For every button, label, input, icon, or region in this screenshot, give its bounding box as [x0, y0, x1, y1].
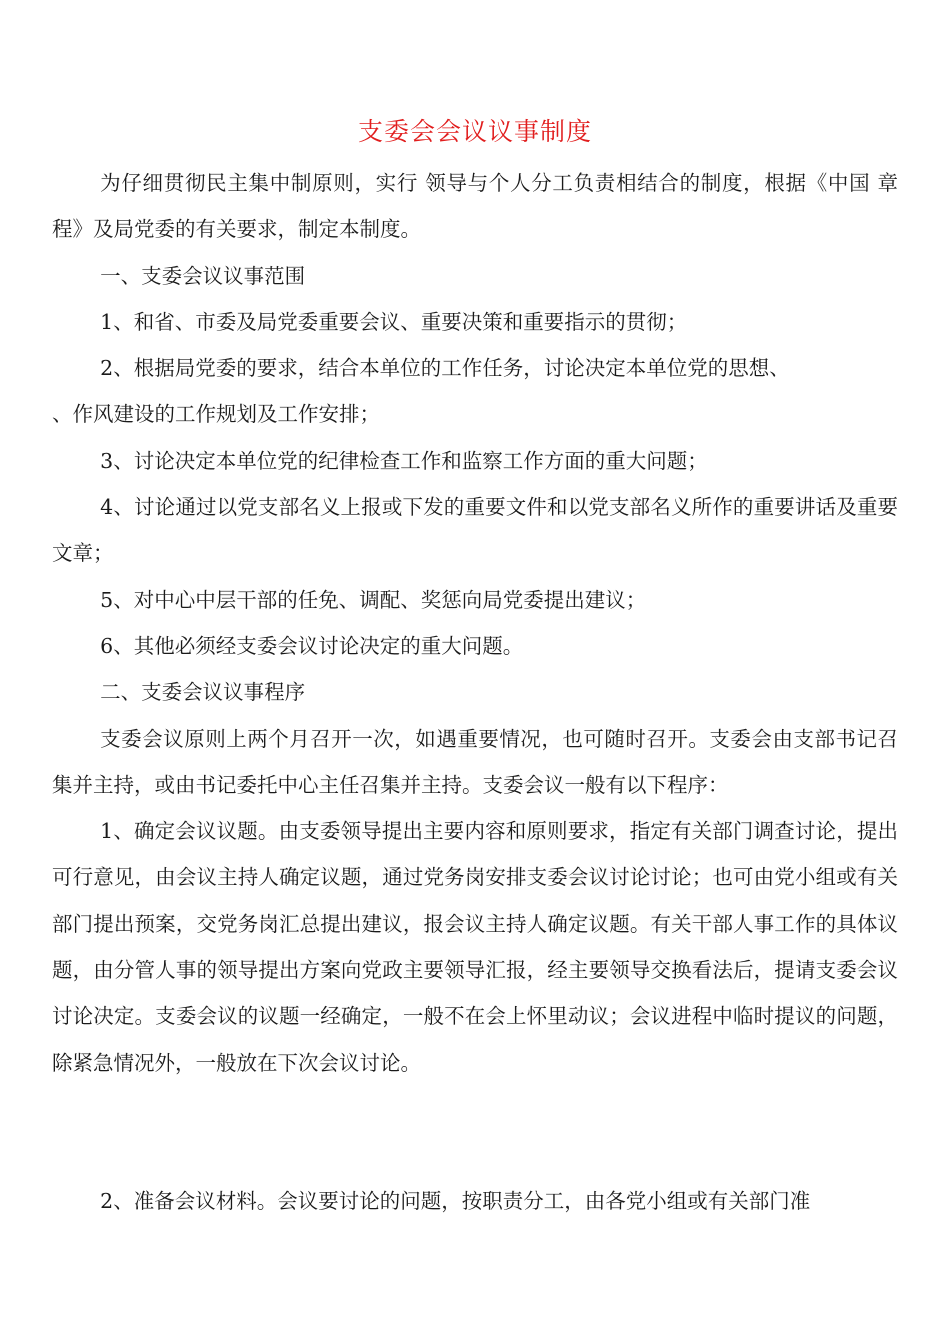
scope-item-2: 2、根据局党委的要求，结合本单位的工作任务，讨论决定本单位党的思想、	[100, 356, 790, 381]
procedure-step-1: 1、确定会议议题。由支委领导提出主要内容和原则要求，指定有关部门调查讨论，提出可行意见，由会议主持人确定议题，通过党务岗安排支委会议讨论讨论；也可由党小组或有关部门提出预案，交党务岗汇总提出建议，报会议主持人确定议题。有关干部人事工作的具体议题，由分管人事的领导提出方案向党政主要领导汇报，经主要领导交换看法后，提请支委会议 讨论决定。支委会议的议题一经确定，一般不在会上怀里动议；会议进程中临时提议的问题，除紧急情况外，一般放在下次会议讨论。	[52, 819, 898, 1075]
scope-item-2-continued: 、作风建设的工作规划及工作安排；	[52, 402, 380, 427]
document-body	[52, 160, 898, 1224]
procedure-step-2: 2、准备会议材料。会议要讨论的问题，按职责分工，由各党小组或有关部门准	[100, 1188, 811, 1213]
document-title: 支委会会议议事制度	[357, 117, 592, 146]
scope-item-6: 6、其他必须经支委会议讨论决定的重大问题。	[100, 633, 524, 658]
section-heading-scope: 一、支委会议议事范围	[100, 263, 306, 288]
section-heading-procedure: 二、支委会议议事程序	[100, 680, 306, 705]
scope-item-3: 3、讨论决定本单位党的纪律检查工作和监察工作方面的重大问题；	[100, 448, 708, 473]
scope-item-4: 4、讨论通过以党支部名义上报或下发的重要文件和以党支部名义所作的重要讲话及重要文章；	[52, 495, 898, 566]
scope-item-5: 5、对中心中层干部的任免、调配、奖惩向局党委提出建议；	[100, 587, 647, 612]
paragraph-procedure-intro: 支委会议原则上两个月召开一次，如遇重要情况，也可随时召开。支委会由支部书记召集并主持，或由书记委托中心主任召集并主持。支委会议一般有以下程序：	[52, 726, 898, 797]
scope-item-1: 1、和省、市委及局党委重要会议、重要决策和重要指示的贯彻；	[100, 309, 688, 334]
paragraph-intro: 为仔细贯彻民主集中制原则，实行 领导与个人分工负责相结合的制度，根据《中国 章程》及局党委的有关要求，制定本制度。	[52, 171, 898, 242]
